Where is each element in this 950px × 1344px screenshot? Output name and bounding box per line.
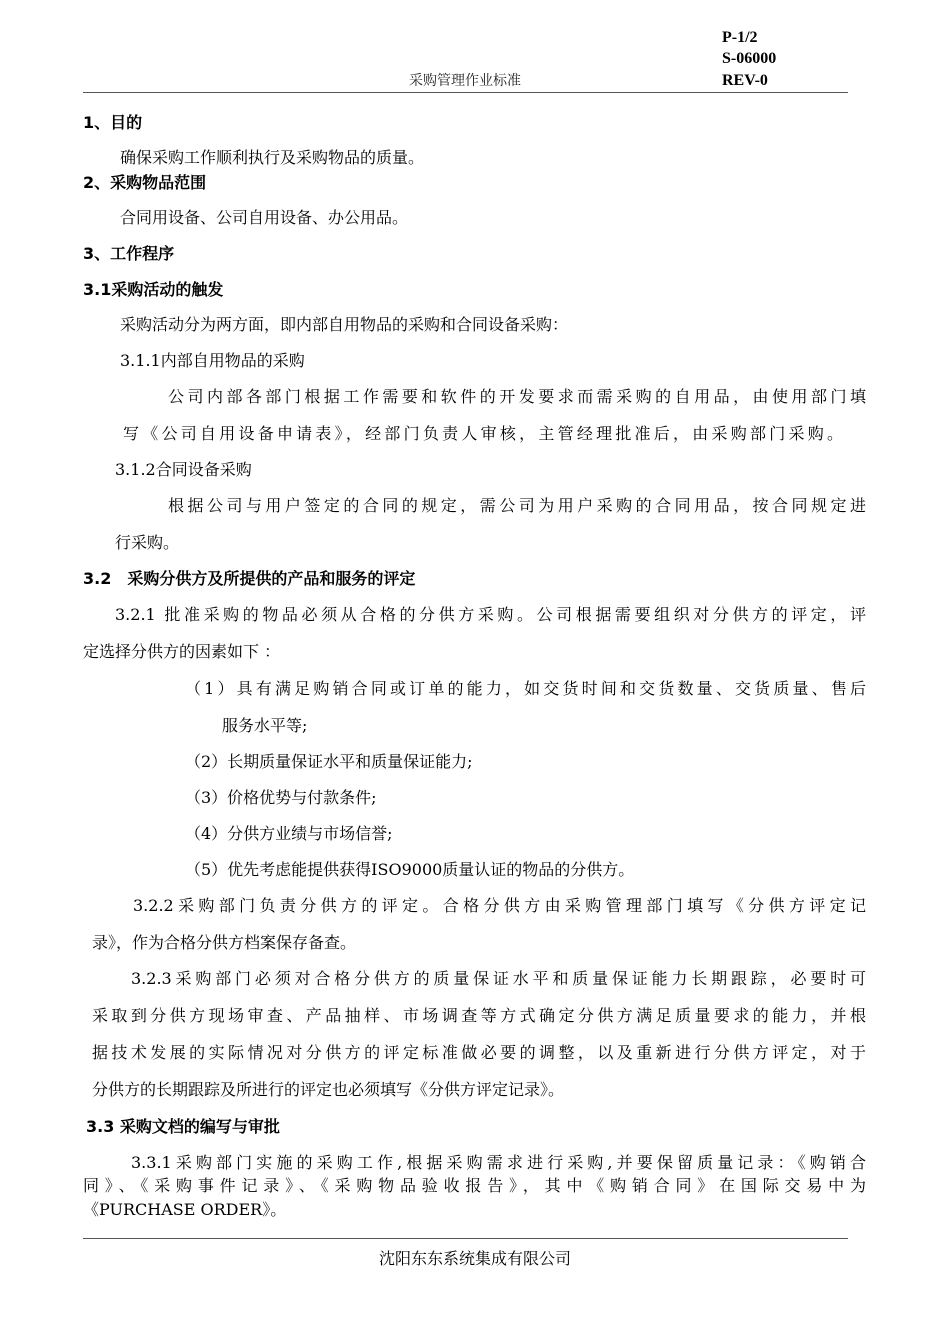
- page-number: P-1/2: [722, 29, 758, 46]
- section-3-1-text: 采购活动分为两方面，即内部自用物品的采购和合同设备采购：: [120, 315, 569, 334]
- section-3-2-2-line-2: 录》，作为合格分供方档案保存备查。: [92, 933, 357, 952]
- section-3-3-1-line-2: 同》、《采购事件记录》、《采购物品验收报告》，其中《购销合同》在国际交易中为: [83, 1176, 866, 1195]
- criteria-item-2: （2）长期质量保证水平和质量保证能力;: [185, 752, 473, 771]
- section-3-2-3-line-1: 3.2.3采购部门必须对合格分供方的质量保证水平和质量保证能力长期跟踪，必要时可: [131, 969, 866, 988]
- section-3-3-heading: 3.3 采购文档的编写与审批: [86, 1117, 280, 1136]
- section-3-1-heading: 3.1采购活动的触发: [83, 280, 224, 299]
- section-3-3-1-line-1: 3.3.1采购部门实施的采购工作,根据采购需求进行采购,并要保留质量记录：《购销合: [131, 1153, 866, 1172]
- document-title: 采购管理作业标准: [409, 73, 521, 89]
- section-3-2-2-line-1: 3.2.2采购部门负责分供方的评定。合格分供方由采购管理部门填写《分供方评定记: [133, 896, 866, 915]
- section-3-2-heading: 3.2 采购分供方及所提供的产品和服务的评定: [83, 569, 416, 588]
- section-3-1-2-line-2: 行采购。: [115, 533, 180, 552]
- section-3-1-2-heading: 3.1.2合同设备采购: [115, 460, 252, 479]
- company-name: 沈阳东东系统集成有限公司: [378, 1249, 571, 1268]
- section-3-1-1-line-1: 公司内部各部门根据工作需要和软件的开发要求而需采购的自用品，由使用部门填: [168, 387, 866, 406]
- section-3-heading: 3、工作程序: [83, 244, 175, 263]
- section-3-1-2-line-1: 根据公司与用户签定的合同的规定，需公司为用户采购的合同用品，按合同规定进: [168, 496, 866, 515]
- section-2-text: 合同用设备、公司自用设备、办公用品。: [120, 208, 409, 227]
- revision: REV-0: [722, 72, 768, 89]
- section-3-2-3-line-3: 据技术发展的实际情况对分供方的评定标准做必要的调整，以及重新进行分供方评定，对于: [92, 1043, 866, 1062]
- criteria-item-4: （4）分供方业绩与市场信誉;: [185, 824, 393, 843]
- criteria-item-1-line-2: 服务水平等;: [222, 716, 308, 735]
- section-2-heading: 2、采购物品范围: [83, 173, 207, 192]
- section-1-text: 确保采购工作顺利执行及采购物品的质量。: [120, 148, 425, 167]
- header-divider: [83, 92, 848, 93]
- criteria-item-3: （3）价格优势与付款条件;: [185, 788, 377, 807]
- section-1-heading: 1、目的: [83, 113, 143, 132]
- section-3-2-3-line-4: 分供方的长期跟踪及所进行的评定也必须填写《分供方评定记录》。: [92, 1080, 565, 1099]
- section-3-2-1-line-1: 3.2.1 批准采购的物品必须从合格的分供方采购。公司根据需要组织对分供方的评定，评: [115, 605, 866, 624]
- section-3-2-1-line-2: 定选择分供方的因素如下 ：: [83, 642, 281, 661]
- criteria-item-1-line-1: （1）具有满足购销合同或订单的能力，如交货时间和交货数量、交货质量、售后: [185, 679, 866, 698]
- section-3-1-1-heading: 3.1.1内部自用物品的采购: [120, 351, 305, 370]
- section-3-2-3-line-2: 采取到分供方现场审查、产品抽样、市场调查等方式确定分供方满足质量要求的能力，并根: [92, 1006, 866, 1025]
- footer-divider: [83, 1238, 848, 1239]
- section-3-1-1-line-2: 写《公司自用设备申请表》，经部门负责人审核，主管经理批准后，由采购部门采购。: [123, 424, 843, 443]
- document-number: S-06000: [722, 50, 777, 67]
- criteria-item-5: （5）优先考虑能提供获得ISO9000质量认证的物品的分供方。: [185, 860, 635, 879]
- section-3-3-1-line-3: 《PURCHASE ORDER》。: [83, 1200, 287, 1219]
